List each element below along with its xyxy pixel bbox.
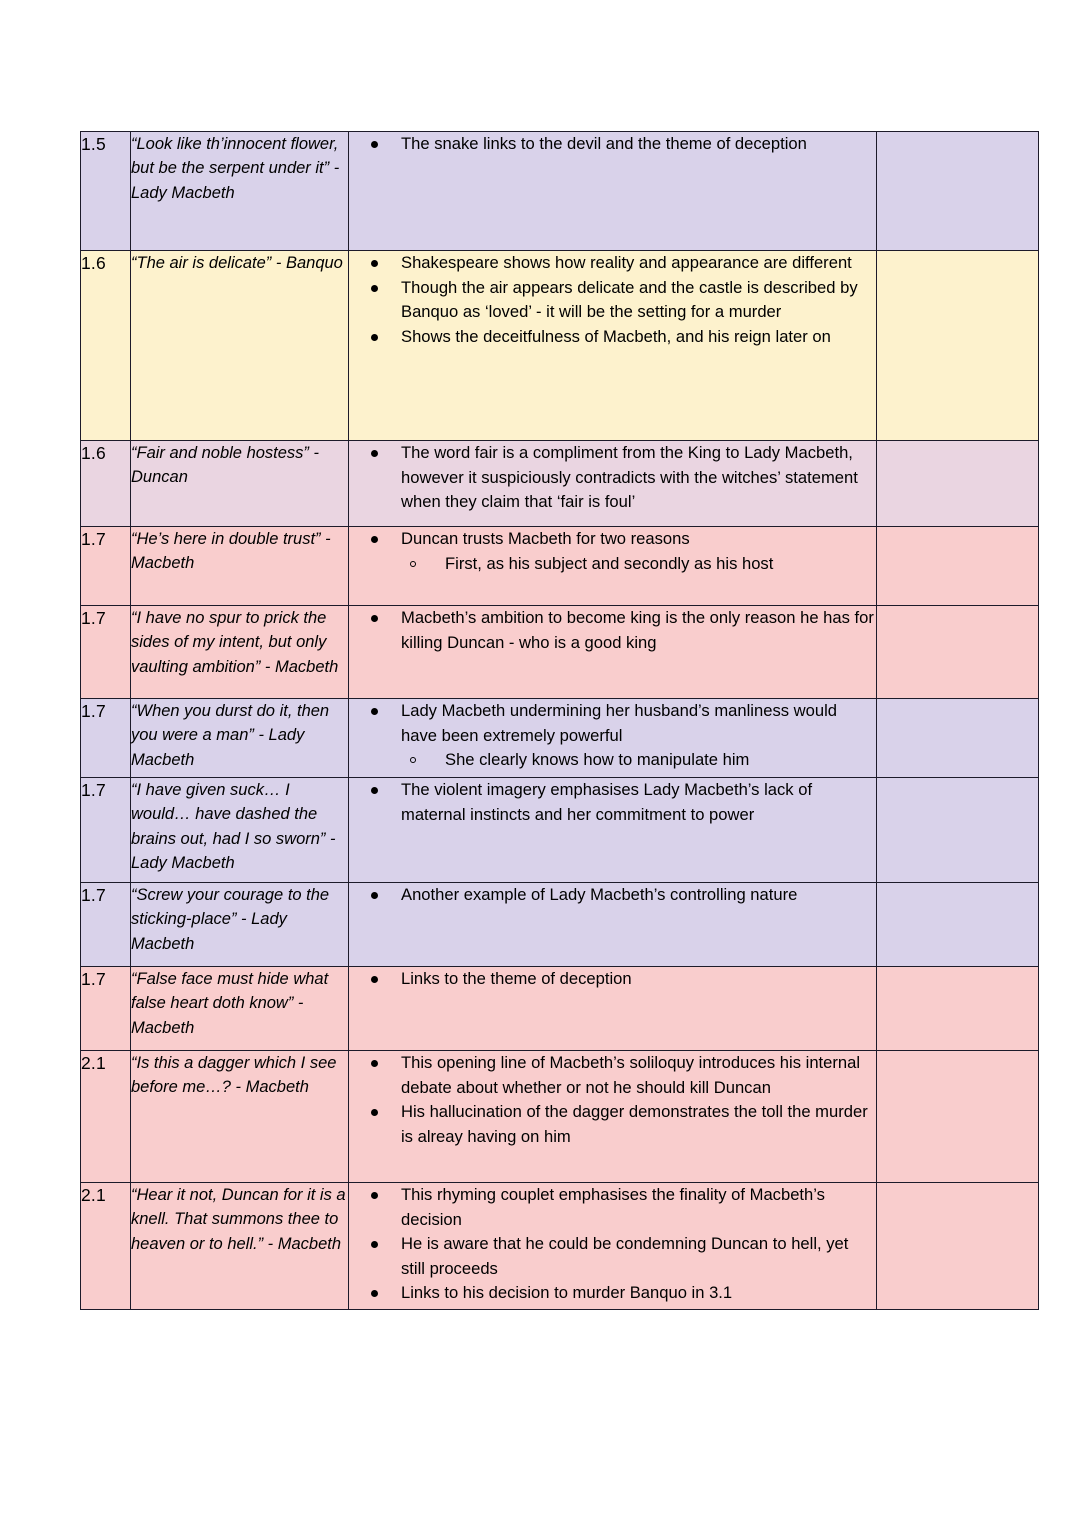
analysis-bullet-text: Macbeth’s ambition to become king is the only reason he has for killing Duncan - who is a good king (401, 608, 874, 652)
analysis-bullet (349, 1183, 876, 1232)
analysis-bullet (349, 276, 876, 325)
notes-blank-cell[interactable] (877, 132, 1039, 251)
analysis-sub-bullet: First, as his subject and secondly as his host (401, 552, 876, 577)
notes-blank-cell[interactable] (877, 699, 1039, 778)
analysis-bullet-text: This rhyming couplet emphasises the finality of Macbeth’s decision (401, 1185, 825, 1229)
act-scene-cell: 1.7 (81, 967, 131, 1051)
notes-blank-cell[interactable] (877, 606, 1039, 699)
table-body (81, 132, 1039, 1310)
analysis-bullet-text: Though the air appears delicate and the castle is described by Banquo as ‘loved’ - it will be the setting for a murder (401, 277, 858, 322)
quotation-cell: “He’s here in double trust” - Macbeth (131, 527, 349, 606)
analysis-bullet-text: Links to the theme of deception (401, 969, 632, 988)
quotation-cell: “Fair and noble hostess” - Duncan (131, 441, 349, 527)
analysis-bullet-text: Lady Macbeth undermining her husband’s manliness would have been extremely powerful (401, 701, 838, 745)
analysis-bullet (349, 441, 876, 515)
act-scene-cell: 1.6 (81, 441, 131, 527)
analysis-bullet (349, 1232, 876, 1281)
analysis-cell (349, 1183, 877, 1310)
analysis-cell (349, 1051, 877, 1183)
table-row (81, 527, 1039, 606)
act-scene-cell: 1.6 (81, 251, 131, 441)
act-scene-cell: 1.5 (81, 132, 131, 251)
analysis-sub-bullet-list (401, 748, 876, 773)
analysis-bullet (349, 132, 876, 157)
notes-blank-cell[interactable] (877, 883, 1039, 967)
analysis-bullet-list (349, 1051, 876, 1149)
analysis-bullet (349, 325, 876, 350)
table-row (81, 251, 1039, 441)
analysis-bullet (349, 1051, 876, 1100)
analysis-sub-bullet: She clearly knows how to manipulate him (401, 748, 876, 773)
quotation-cell: “When you durst do it, then you were a man” - Lady Macbeth (131, 699, 349, 778)
analysis-bullet (349, 606, 876, 655)
act-scene-cell: 1.7 (81, 527, 131, 606)
table-row (81, 606, 1039, 699)
table-row (81, 441, 1039, 527)
analysis-bullet-list (349, 967, 876, 992)
table-row (81, 1183, 1039, 1310)
analysis-bullet-text: The word fair is a compliment from the King to Lady Macbeth, however it suspiciously contradicts with the witches’ statement when they claim that ‘fair is foul’ (401, 443, 858, 512)
quotation-cell: “The air is delicate” - Banquo (131, 251, 349, 441)
act-scene-cell: 1.7 (81, 606, 131, 699)
act-scene-cell: 2.1 (81, 1051, 131, 1183)
analysis-cell (349, 967, 877, 1051)
analysis-bullet-text: His hallucination of the dagger demonstrates the toll the murder is alreay having on him (401, 1102, 868, 1146)
notes-blank-cell[interactable] (877, 778, 1039, 883)
analysis-sub-bullet-list (401, 552, 876, 577)
table-row (81, 883, 1039, 967)
analysis-bullet-text: This opening line of Macbeth’s soliloquy introduces his internal debate about whether or not he should kill Duncan (401, 1053, 861, 1097)
table-row (81, 132, 1039, 251)
notes-blank-cell[interactable] (877, 1051, 1039, 1183)
analysis-bullet-text: Shakespeare shows how reality and appearance are different (401, 253, 852, 272)
analysis-bullet-text: Another example of Lady Macbeth’s controlling nature (401, 885, 798, 904)
analysis-bullet-text: The violent imagery emphasises Lady Macbeth’s lack of maternal instincts and her commitment to power (401, 780, 813, 824)
analysis-bullet (349, 699, 876, 773)
analysis-bullet (349, 251, 876, 276)
quotation-cell: “I have no spur to prick the sides of my intent, but only vaulting ambition” - Macbeth (131, 606, 349, 699)
notes-blank-cell[interactable] (877, 527, 1039, 606)
analysis-bullet (349, 1281, 876, 1306)
act-scene-cell: 2.1 (81, 1183, 131, 1310)
table-row (81, 1051, 1039, 1183)
analysis-bullet-list (349, 699, 876, 773)
quotation-cell: “Is this a dagger which I see before me…? - Macbeth (131, 1051, 349, 1183)
analysis-bullet (349, 967, 876, 992)
analysis-cell (349, 132, 877, 251)
analysis-bullet-list (349, 883, 876, 908)
quotation-cell: “Screw your courage to the sticking-place” - Lady Macbeth (131, 883, 349, 967)
analysis-cell (349, 778, 877, 883)
table-row (81, 699, 1039, 778)
table-row (81, 967, 1039, 1051)
analysis-cell (349, 441, 877, 527)
act-scene-cell: 1.7 (81, 778, 131, 883)
analysis-cell (349, 699, 877, 778)
quote-analysis-table (80, 131, 1039, 1310)
analysis-bullet-list (349, 441, 876, 515)
quotation-cell: “Look like th’innocent flower, but be the serpent under it” - Lady Macbeth (131, 132, 349, 251)
notes-blank-cell[interactable] (877, 251, 1039, 441)
analysis-bullet-text: Links to his decision to murder Banquo in 3.1 (401, 1283, 733, 1303)
table-row (81, 778, 1039, 883)
notes-blank-cell[interactable] (877, 967, 1039, 1051)
analysis-bullet (349, 778, 876, 827)
analysis-bullet-list (349, 1183, 876, 1306)
notes-blank-cell[interactable] (877, 1183, 1039, 1310)
analysis-cell (349, 883, 877, 967)
act-scene-cell: 1.7 (81, 883, 131, 967)
analysis-bullet-list (349, 132, 876, 157)
analysis-cell (349, 606, 877, 699)
quotation-cell: “Hear it not, Duncan for it is a knell. That summons thee to heaven or to hell.” - Macbeth (131, 1183, 349, 1310)
analysis-bullet-list (349, 606, 876, 655)
quotation-cell: “False face must hide what false heart doth know” - Macbeth (131, 967, 349, 1051)
analysis-bullet (349, 1100, 876, 1149)
analysis-bullet-text: Shows the deceitfulness of Macbeth, and his reign later on (401, 326, 831, 346)
analysis-bullet-list (349, 251, 876, 349)
analysis-bullet (349, 527, 876, 576)
act-scene-cell: 1.7 (81, 699, 131, 778)
analysis-bullet (349, 883, 876, 908)
analysis-bullet-text: He is aware that he could be condemning Duncan to hell, yet still proceeds (401, 1234, 849, 1278)
notes-blank-cell[interactable] (877, 441, 1039, 527)
quotation-cell: “I have given suck… I would… have dashed the brains out, had I so sworn” - Lady Macbeth (131, 778, 349, 883)
analysis-bullet-text: Duncan trusts Macbeth for two reasons (401, 529, 690, 548)
analysis-cell (349, 527, 877, 606)
analysis-cell (349, 251, 877, 441)
analysis-bullet-list (349, 527, 876, 576)
analysis-bullet-text: The snake links to the devil and the theme of deception (401, 134, 807, 153)
analysis-bullet-list (349, 778, 876, 827)
quote-analysis-table-wrapper (80, 131, 1038, 1310)
